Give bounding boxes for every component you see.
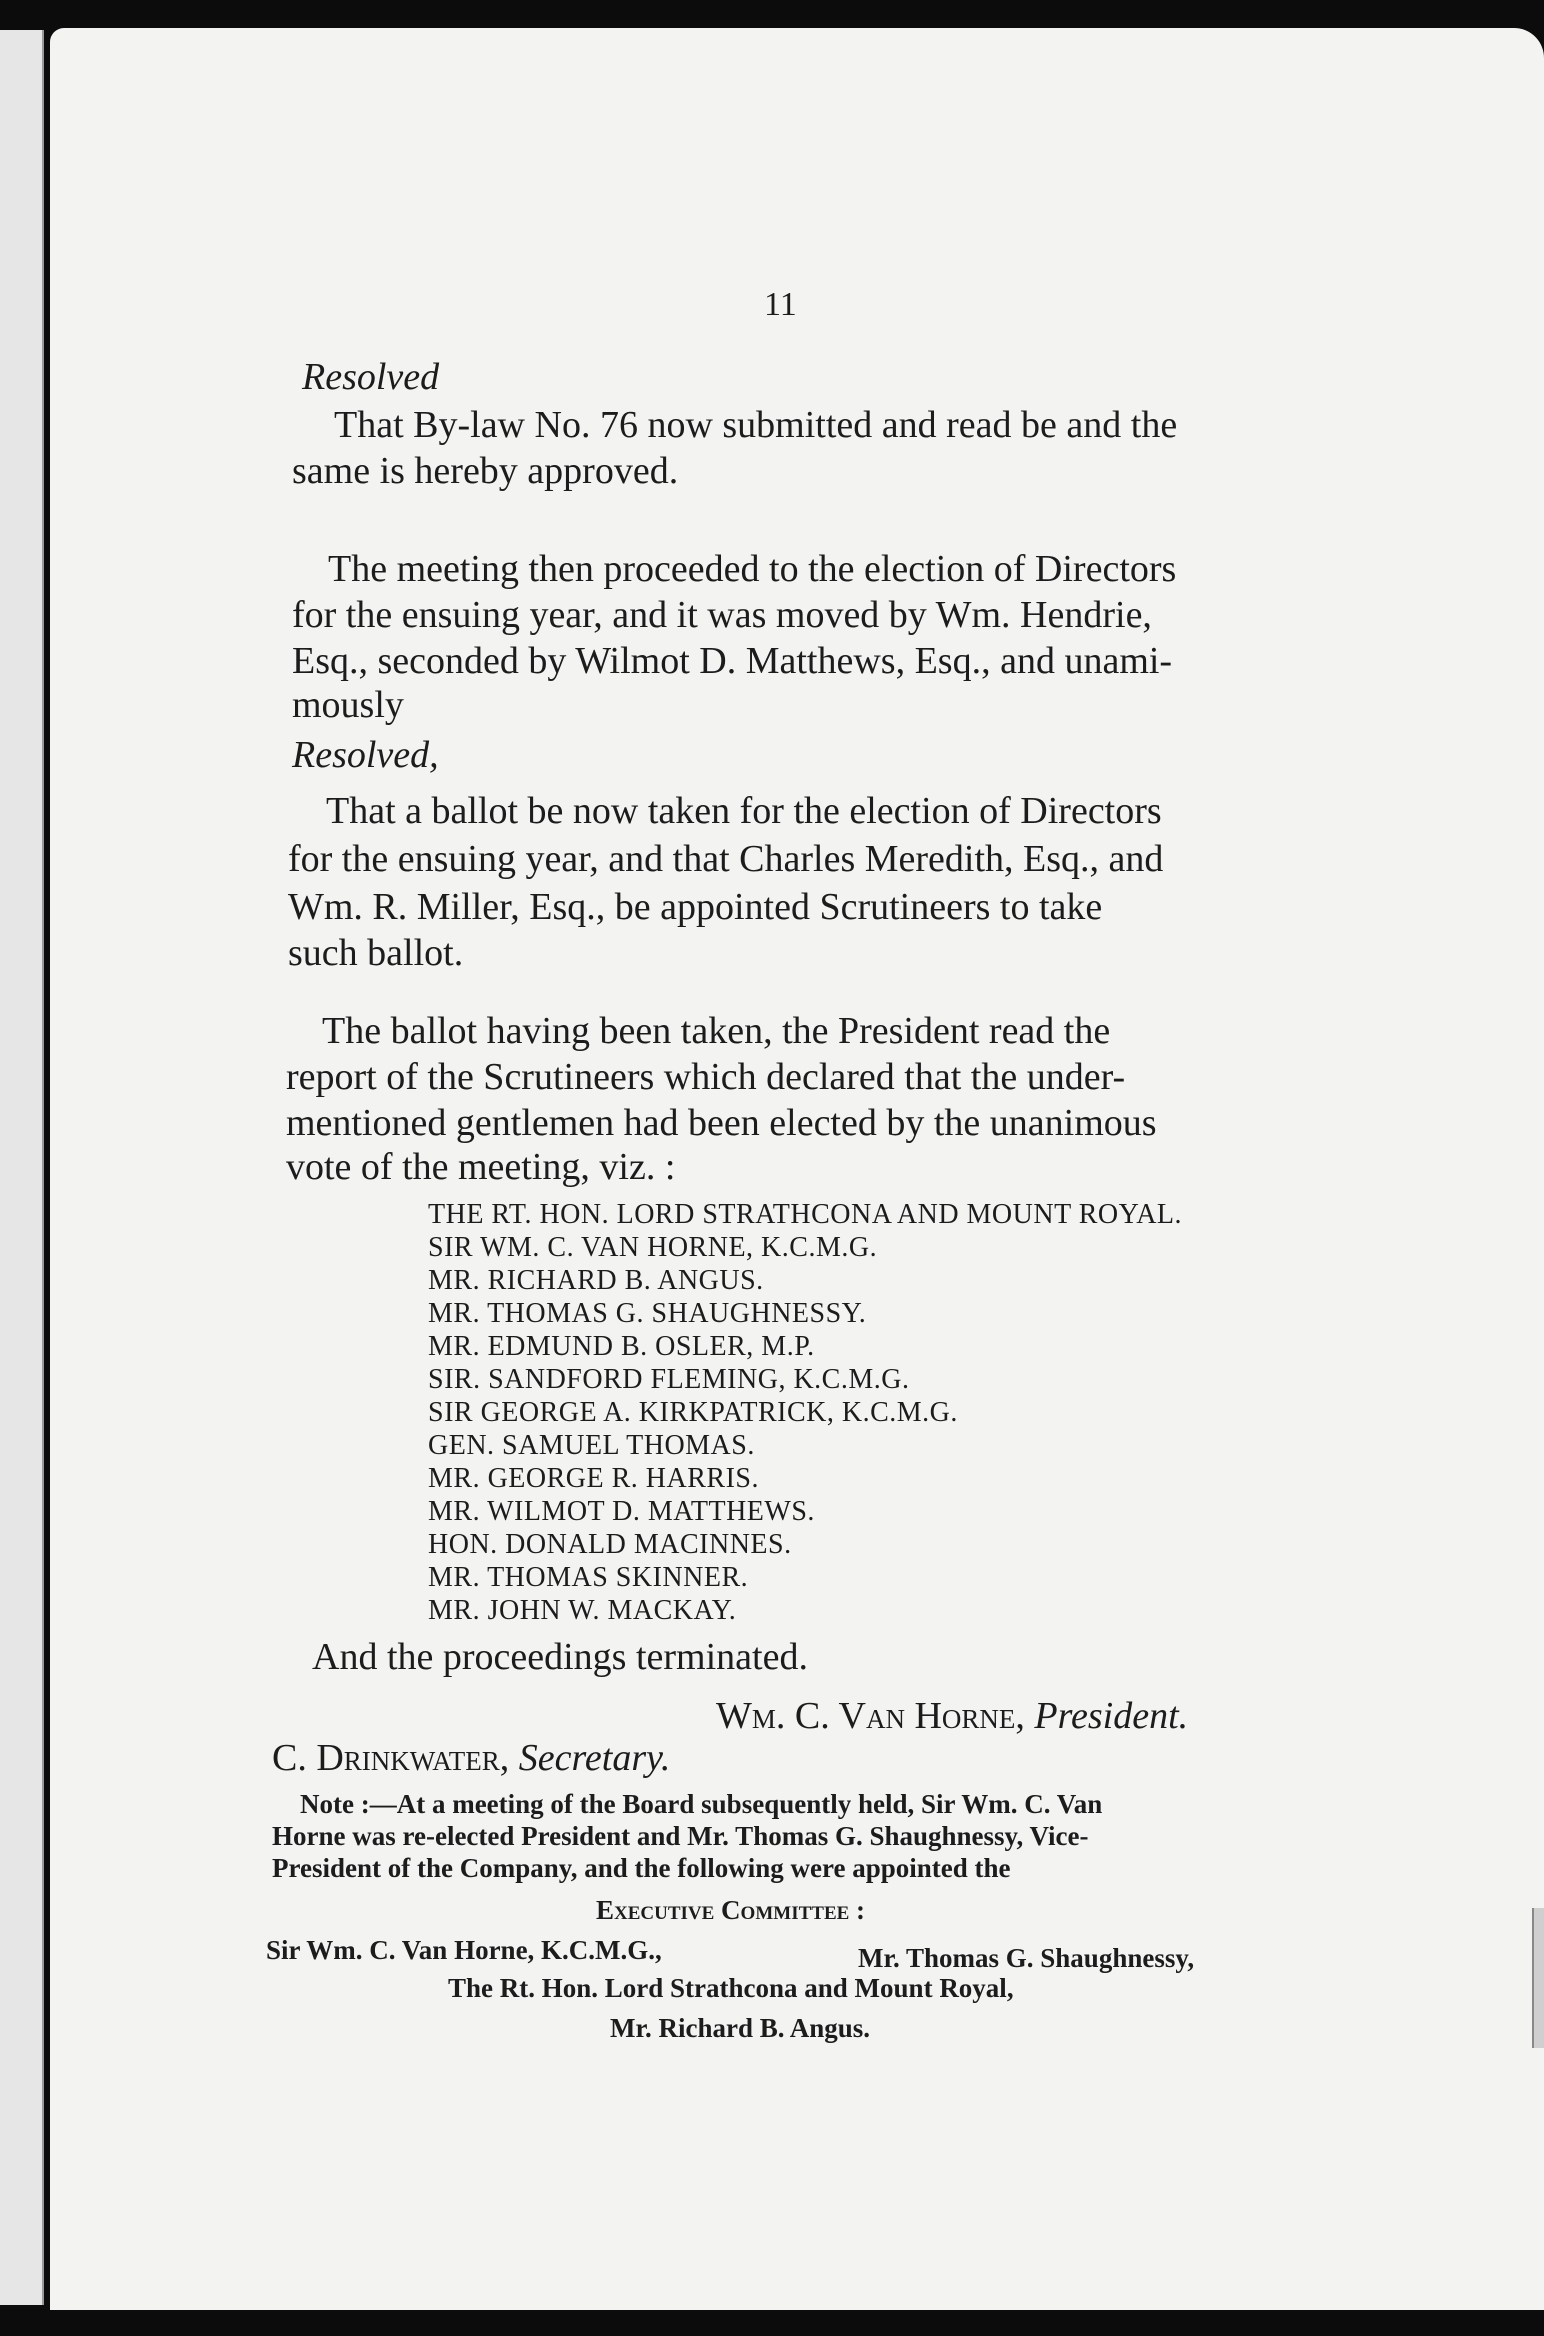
- director-entry: THE RT. HON. LORD STRATHCONA AND MOUNT ROYAL.: [428, 1199, 1183, 1230]
- page-number: 11: [764, 286, 797, 323]
- president-signature: [716, 1694, 1188, 1738]
- director-entry: SIR WM. C. VAN HORNE, K.C.M.G.: [428, 1232, 878, 1263]
- paragraph-2-line-2: report of the Scrutineers which declared that the under-: [286, 1056, 1126, 1098]
- director-entry: MR. WILMOT D. MATTHEWS.: [428, 1496, 815, 1527]
- director-entry: MR. THOMAS SKINNER.: [428, 1562, 749, 1593]
- resolved-1-line-1: That By-law No. 76 now submitted and read be and the: [334, 404, 1178, 446]
- paragraph-2-line-1: The ballot having been taken, the President read the: [322, 1010, 1111, 1052]
- paragraph-2-line-3: mentioned gentlemen had been elected by the unanimous: [286, 1102, 1157, 1144]
- paragraph-1-line-2: for the ensuing year, and it was moved by Wm. Hendrie,: [292, 594, 1152, 636]
- secretary-title: Secretary.: [518, 1737, 671, 1779]
- note-line-3: President of the Company, and the following were appointed the: [272, 1853, 1011, 1883]
- director-entry: MR. RICHARD B. ANGUS.: [428, 1265, 764, 1296]
- director-entry: SIR GEORGE A. KIRKPATRICK, K.C.M.G.: [428, 1397, 958, 1428]
- resolved-2-line-4: such ballot.: [288, 932, 464, 974]
- committee-member-right: Mr. Thomas G. Shaughnessy,: [858, 1943, 1195, 1973]
- secretary-signature: [272, 1736, 670, 1780]
- note-line-2: Horne was re-elected President and Mr. Thomas G. Shaughnessy, Vice-: [272, 1821, 1089, 1851]
- director-entry: HON. DONALD MACINNES.: [428, 1529, 792, 1560]
- resolved-2-line-1: That a ballot be now taken for the election of Directors: [326, 790, 1162, 832]
- executive-committee-heading: Executive Committee :: [596, 1895, 866, 1925]
- committee-member-line-3: Mr. Richard B. Angus.: [610, 2013, 871, 2043]
- director-entry: GEN. SAMUEL THOMAS.: [428, 1430, 755, 1461]
- note-line-1: Note :—At a meeting of the Board subsequently held, Sir Wm. C. Van: [300, 1789, 1103, 1819]
- resolved-heading-1: Resolved: [302, 356, 440, 398]
- paragraph-1-line-4: mously: [292, 684, 404, 726]
- closing-line: And the proceedings terminated.: [312, 1636, 808, 1678]
- paragraph-1-line-3: Esq., seconded by Wilmot D. Matthews, Esq., and unami-: [292, 640, 1173, 682]
- committee-member-left: Sir Wm. C. Van Horne, K.C.M.G.,: [266, 1935, 662, 1965]
- director-entry: MR. EDMUND B. OSLER, M.P.: [428, 1331, 815, 1362]
- resolved-1-line-2: same is hereby approved.: [292, 450, 679, 492]
- secretary-name: C. Drinkwater,: [272, 1737, 510, 1779]
- paragraph-2-line-4: vote of the meeting, viz. :: [286, 1146, 676, 1188]
- resolved-2-line-3: Wm. R. Miller, Esq., be appointed Scrutineers to take: [288, 886, 1103, 928]
- president-title: President.: [1034, 1695, 1189, 1737]
- director-entry: MR. JOHN W. MACKAY.: [428, 1595, 737, 1626]
- document-page: [50, 28, 1544, 2310]
- facing-page-edge: [0, 30, 44, 2305]
- director-entry: SIR. SANDFORD FLEMING, K.C.M.G.: [428, 1364, 910, 1395]
- directors-list: [428, 1198, 1182, 1627]
- resolved-2-line-2: for the ensuing year, and that Charles Meredith, Esq., and: [288, 838, 1164, 880]
- director-entry: MR. THOMAS G. SHAUGHNESSY.: [428, 1298, 867, 1329]
- paragraph-1-line-1: The meeting then proceeded to the election of Directors: [328, 548, 1177, 590]
- president-name: Wm. C. Van Horne,: [716, 1695, 1025, 1737]
- committee-member-line-2: The Rt. Hon. Lord Strathcona and Mount Royal,: [448, 1973, 1014, 2003]
- director-entry: MR. GEORGE R. HARRIS.: [428, 1463, 759, 1494]
- page-fold-edge: [1532, 1908, 1544, 2048]
- resolved-heading-2: Resolved,: [292, 734, 439, 776]
